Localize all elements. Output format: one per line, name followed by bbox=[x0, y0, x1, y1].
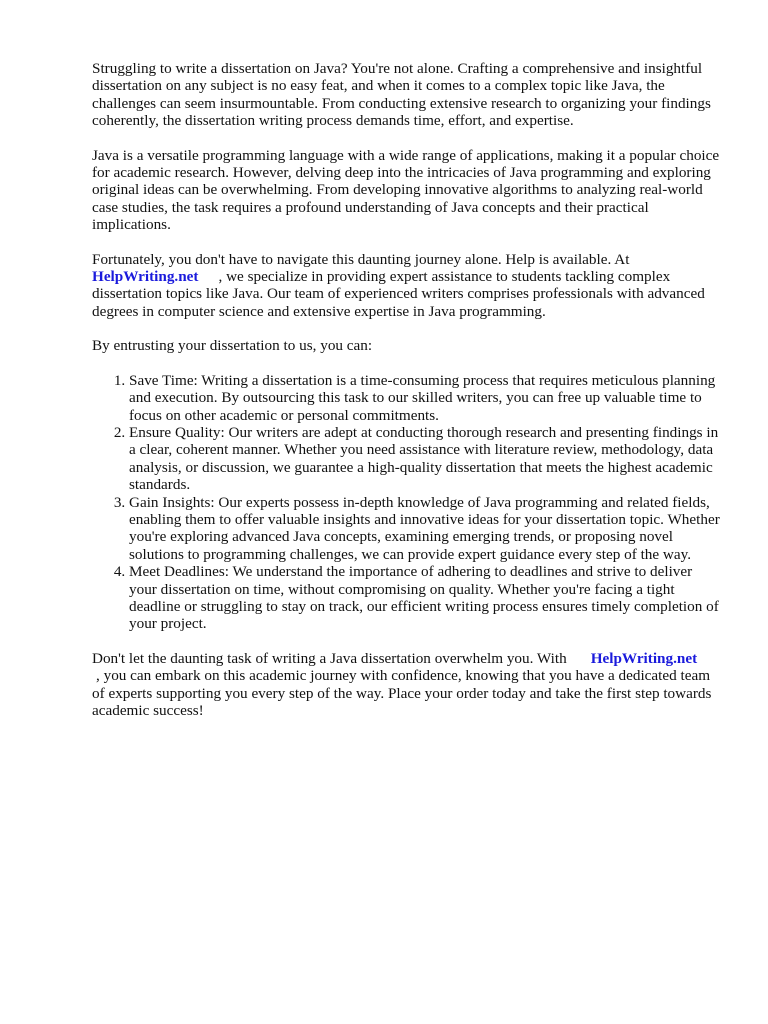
list-item: 2. Ensure Quality: Our writers are adept at conducting thorough research and presenting findings in a clear, coherent manner. Whether you need assistance with literature review, methodology, data analysis, or discussion, we guarantee a high-quality dissertation that meets the highest academic standards. bbox=[129, 424, 722, 494]
benefits-list bbox=[92, 372, 722, 633]
document-body bbox=[92, 60, 722, 736]
paragraph-help-text-before: Fortunately, you don't have to navigate this daunting journey alone. Help is available. At bbox=[92, 250, 630, 268]
list-item: 3. Gain Insights: Our experts possess in-depth knowledge of Java programming and related fields, enabling them to offer valuable insights and innovative ideas for your dissertation topic. Whether you're exploring advanced Java concepts, examining emerging trends, or proposing novel solutions to programming challenges, we can provide expert guidance every step of the way. bbox=[129, 494, 722, 564]
paragraph-java-overview: Java is a versatile programming language with a wide range of applications, making it a popular choice for academic research. However, delving deep into the intricacies of Java programming and exploring original ideas can be overwhelming. From developing innovative algorithms to analyzing real-world case studies, the task requires a profound understanding of Java concepts and their practical implications. bbox=[92, 146, 720, 234]
paragraph-conclusion-text-before: Don't let the daunting task of writing a Java dissertation overwhelm you. With bbox=[92, 649, 567, 667]
paragraph-conclusion bbox=[92, 650, 722, 720]
paragraph-help-available bbox=[92, 251, 722, 321]
helpwriting-link[interactable]: HelpWriting.net bbox=[590, 649, 698, 667]
list-item: 1. Save Time: Writing a dissertation is a time-consuming process that requires meticulous planning and execution. By outsourcing this task to our skilled writers, you can free up valuable time to focus on other academic or personal commitments. bbox=[129, 372, 722, 424]
list-item: 4. Meet Deadlines: We understand the importance of adhering to deadlines and strive to deliver your dissertation on time, without compromising on quality. Whether you're facing a tight deadline or struggling to stay on track, our efficient writing process ensures timely completion of your project. bbox=[129, 563, 722, 633]
paragraph-intro: Struggling to write a dissertation on Java? You're not alone. Crafting a comprehensive and insightful dissertation on any subject is no easy feat, and when it comes to a complex topic like Java, the challenges can seem insurmountable. From conducting extensive research to organizing your findings coherently, the dissertation writing process demands time, effort, and expertise. bbox=[92, 60, 711, 130]
helpwriting-link[interactable]: HelpWriting.net bbox=[92, 268, 199, 286]
paragraph-help-text-after: , we specialize in providing expert assistance to students tackling complex dissertation topics like Java. Our team of experienced writers comprises professionals with advanced degrees in computer science and extensive expertise in Java programming. bbox=[92, 268, 705, 320]
paragraph-list-intro: By entrusting your dissertation to us, you can: bbox=[92, 337, 373, 355]
paragraph-conclusion-text-after: , you can embark on this academic journey with confidence, knowing that you have a dedicated team of experts supporting you every step of the way. Place your order today and take the first step towards academic success! bbox=[92, 667, 712, 719]
